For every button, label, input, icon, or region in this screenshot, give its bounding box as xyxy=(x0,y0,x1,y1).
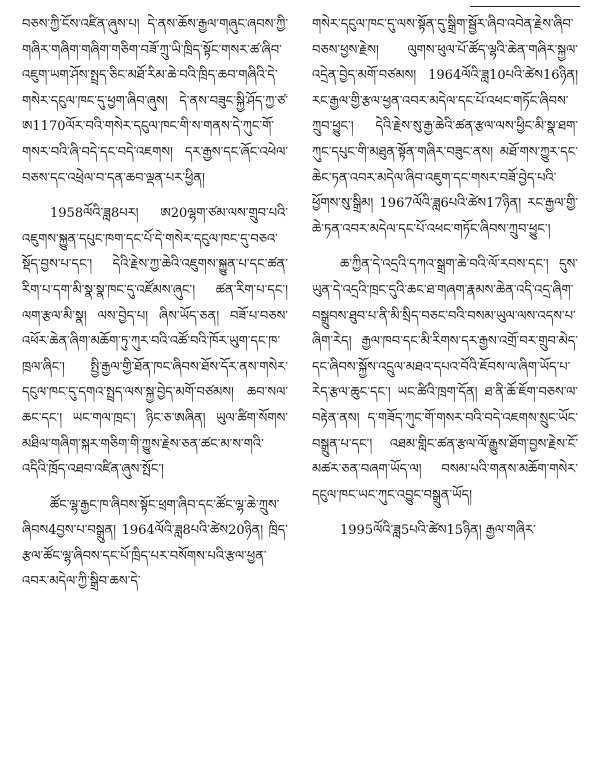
paragraph: ཆ་ཀྱིན་དེ་འདྲའི་དཀའ་སྒྲག་ཆེ་བའི་ལོ་རབས་དང་། དུས་ཡུན་དེ་འདྲའི་ཁྲང་དུའི་ཆང་ཐ་གཞག་རྣམས་ཆེན་འདི་འདྲ་ཞིག་བསྒྲུབས་ཐུབ་པ་ནི་མི་སྲིད་བཅང་བའི་བསམ་ཡུལ་ལས་འདས་པ་ཞིག་རེད། རྒྱལ་ཁབ་དང་མི་རིགས་དར་རྒྱས་འགྲོ་བར་གྲུབ་མེད་དང་ཞིབས་སྐྱོས་འདྲུལ་མཐའ་དཔའ་བོའི་ཇོབས་ལ་ཞིག་ཡོད་པ་རེད་རྩལ་ཆུང་དང་། ཡང་ཚིའི་ཁྲག་དོན། ཐ་ནི་ཆོ་ཇོག་བཅས་ལ་བརྟེན་ནས། ད་གཟོད་ཀུང་གོ་གསར་བའི་བདེ་འཇགས་སྲུང་ཡོང་བསྒྲུན་པ་དང་། འཐམ་གླིང་ཚན་རྩལ་ལོ་རྒྱུས་ཐོག་བྱས་རྗེས་ངོ་མཚར་ཅན་བཞག་ཡོད་ལ། བསམ་པའི་གནས་མཆོག་གསེར་དངུལ་ཁང་ཡང་ཀུང་འབྱུང་བསྒྲུན་ཡོད། xyxy=(312,257,578,503)
paragraph: གསེར་དངུལ་ཁང་དུ་ལས་སྟོན་དུ་སྒྲིག་སྦྱོར་ཞིབ་འབེན་རྗེས་ཞིབ་བཅས་ཕྱས་རྗེས། ལུགས་ཕུལ་པོ་ཚོད་ལྷའི་ཆེན་གཞིར་སྐྱལ་འདྲེན་བྱེད་མགོ་བཙམས། 1964ལོའི་ཟླ10པའི་ཚེས16ཉིན། རང་རྒྱལ་གྱི་རྩལ་ཕྱན་འབར་མདེལ་དང་པོ་འཕང་གཏོང་ཞིབས་ཀྲུབ་ཕྱུང་། དེའི་རྗེས་སུ་རྒྱ་ཆེའི་ཚན་རྩལ་ལས་ཕྱིང་མི་སྣ་ཐག་ཀུང་དཔུང་གི་མཐུན་སྟོན་གཞིར་བཟུང་ནས། མཐོ་གས་ཀྱུར་དང་ཆེང་ཏན་འབར་མདེལ་ཞིབ་འཇུག་དང་གསར་བཟོ་བྱེད་པའི་ཕྱོགས་སུ་སྒྲིམ། 1967ལོའི་ཟླ6པའི་ཚེས17ཉིན། རང་རྒྱལ་གྱི་ཆེ་ཏན་འབར་མདེལ་དང་པོ་འཕང་གཏོང་ཞིབས་ཀྲུབ་ཕྱུང་། xyxy=(312,17,578,237)
paragraph: 1958ལོའི་ཟླ8པར། ཨ20ལྷག་ཙམ་ལས་གྲུབ་པའི་འཇུགས་སྐྱུན་དཔུང་ཁག་དང་པོ་དེ་གསེར་དངུལ་ཁང་དུ་བཅའ་སྡོད་བྱས་པ་དང་། དེའི་རྗེས་ཀྱ་ཆེའི་འཇུགས་སྐྱུན་པ་དང་ཚན་རིག་པ་དག་མི་སྣ་སྣ་ཁང་དུ་འཛོམས་ཞུང་། ཚན་རིག་པ་དང་། ལག་རྩལ་མི་སྣ། ལས་བྱེད་པ། ཞིས་ཡོད་ཅན། བཟོ་པ་བཅས་འཕོར་ཆེན་ཞིག་མཆོག་ཏུ་ཀུར་བའི་འཚོ་བའི་ཁོར་ཡུག་དང་ཁ་ཁྲལ་ཞིང་། སྤྱི་རྒྱལ་གྱི་ཐོན་ཁང་ཞིབས་ཐོས་དོར་ནས་གསེར་དངུལ་ཁང་དུ་དགའ་སྤྲད་ལས་སྐྱ་བྱེད་མགོ་བཙམས། ཆབ་སལ་ཆང་དང་། ཡང་གལ་ཁྲང་། ཉིང་ཅ་ཨཞིན། ཡུལ་ཚིག་སོགས་མཐིལ་གཞིག་སྐར་གཅིག་གི་ཀྱུས་རྗེས་ཅན་ཚང་མ་ས་གའི་འདིའི་ཁྲོད་འཐབ་འཛིན་ཞུས་སྤོང་། xyxy=(22,206,288,478)
paragraph: ཚོང་ལྷ་རྒྱང་ཁ་ཞིབས་སྟོང་ཕྲག་ཞིབ་དང་ཚོང་ལྷ་ཆེ་ཀྲུས་ཞིབས4བྱས་པ་བསྒྲུན། 1964ལོའི་ཟླ8པའི་ཚེས20ཉིན། ཁྲིད་རྩལ་ཚོང་ལྷ་ཞིབས་དང་པོ་ཁྲིད་པར་བསོགས་པའི་རྩལ་ཕྱན་འབར་མདེལ་ཀྱི་སྒྲིབ་ཆས་དེ་ xyxy=(22,497,288,590)
paragraph: 1995ལོའི་ཟླ5པའི་ཚེས15ཉིན། རྒྱལ་གཞིར་ xyxy=(340,523,536,539)
left-text-column xyxy=(22,12,288,605)
paragraph: བཅས་ཀྱི་ངོས་འཛིན་ཞུས་པ། དེ་ནས་ཆོས་རྒྱལ་གཞུང་ཞབས་ཀྱི་གཞིར་གཞིག་གཞིག་གཅིག་བཟོ་ཀྲུ་ཡི་ཁྲིད་སྟོང་གསར་ཚ་ཞིབ་འཇུག་ཡག་ཤོས་སྤྲད་ཅིང་མཐོ་རིམ་ཆེ་བའི་ཁྲིད་ཆབ་གཞིའི་དེ་གསེར་དངུལ་ཁང་དུ་ཕྱག་ཞིབ་ཞུས། དེ་ནས་བཟུང་སྐྱི་ཤོད་ཀྱ་ཙ་ཨ1170ལོར་བའི་གསེར་དངུལ་ཁང་གི་ས་གནས་དེ་ཀུང་གོ་གསར་བའི་ཞི་བདེ་དང་བདེ་འཇགས། དར་རྒྱས་དང་ཞོང་འཕེལ་བཅས་དང་འཕྲེལ་བ་དན་ཆབ་ལྡན་པར་ཕྱིན། xyxy=(22,17,288,186)
right-text-column xyxy=(312,12,578,554)
header-rule xyxy=(470,6,580,7)
